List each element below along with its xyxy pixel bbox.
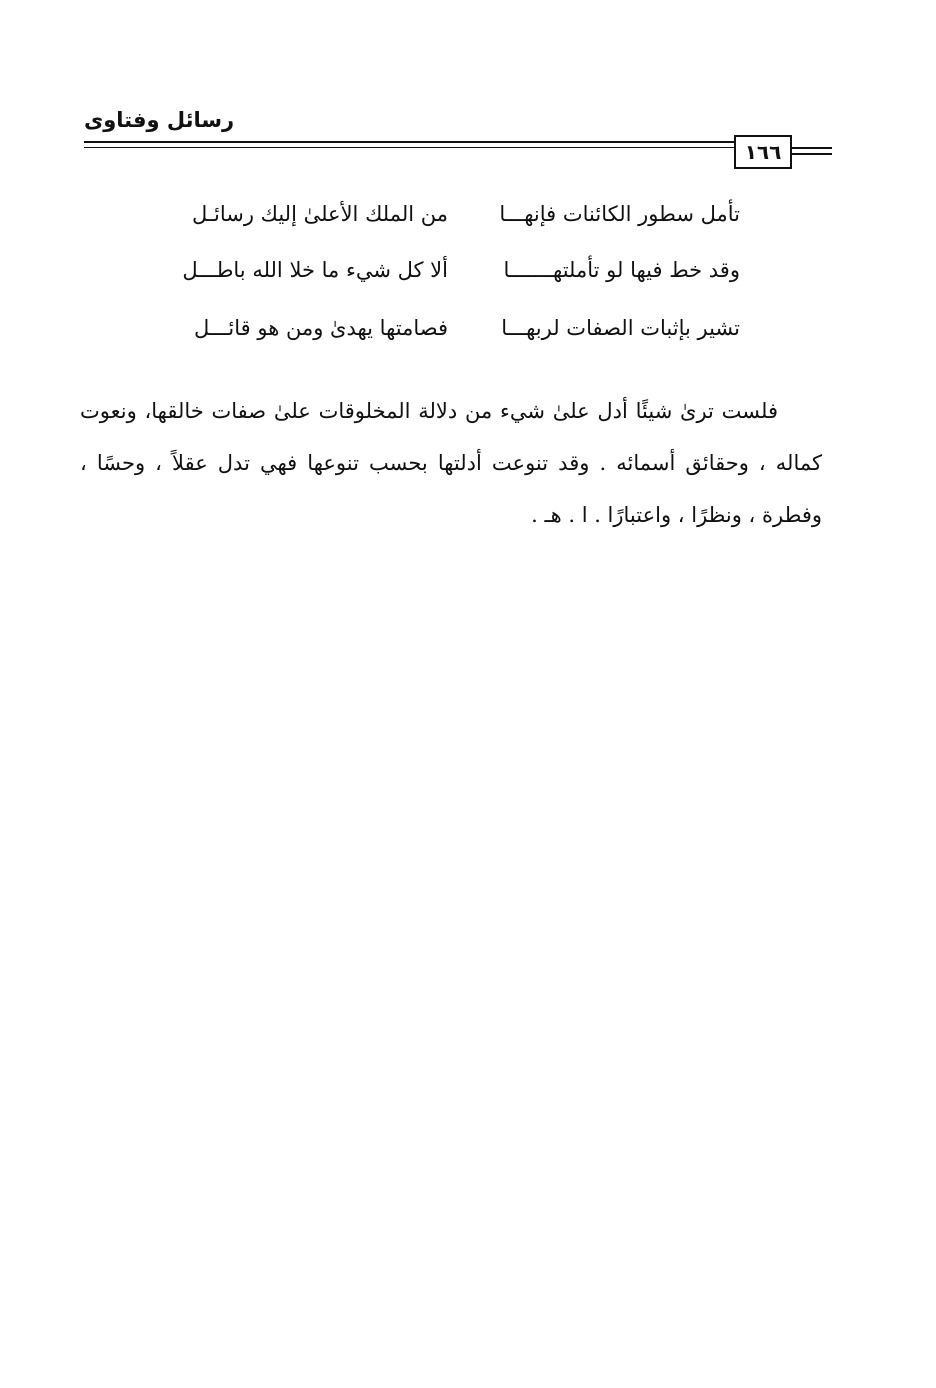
- verse-first-hemistich: وقد خط فيها لو تأملتهـــــــا: [503, 258, 740, 282]
- body-paragraph: فلست ترىٰ شيئًا أدل علىٰ شيء من دلالة المخلوقات علىٰ صفات خالقها، ونعوت كماله ، وحقائق أسمائه . وقد تنوعت أدلتها بحسب تنوعها فهي تدل عقلاً ، وحسًا ، وفطرة ، ونظرًا ، واعتبارًا . ا . هـ .: [80, 399, 822, 527]
- verse-first-hemistich: تشير بإثبات الصفات لربهـــا: [501, 316, 740, 340]
- header-rule-stub: [792, 147, 832, 155]
- verse-line: [0, 192, 936, 236]
- verse-second-hemistich: ألا كل شيء ما خلا الله باطـــل: [182, 258, 448, 282]
- running-header-title: رسائل وفتاوى: [84, 108, 235, 132]
- header-rule: [84, 141, 734, 148]
- verse-second-hemistich: فصامتها يهدىٰ ومن هو قائـــل: [194, 316, 448, 340]
- verse-second-hemistich: من الملك الأعلىٰ إليك رسائـل: [191, 202, 448, 226]
- verse-line: [0, 306, 936, 350]
- verse-first-hemistich: تأمل سطور الكائنات فإنهـــا: [499, 202, 740, 226]
- verse-line: [0, 248, 936, 292]
- page-number-box: ١٦٦: [734, 135, 792, 169]
